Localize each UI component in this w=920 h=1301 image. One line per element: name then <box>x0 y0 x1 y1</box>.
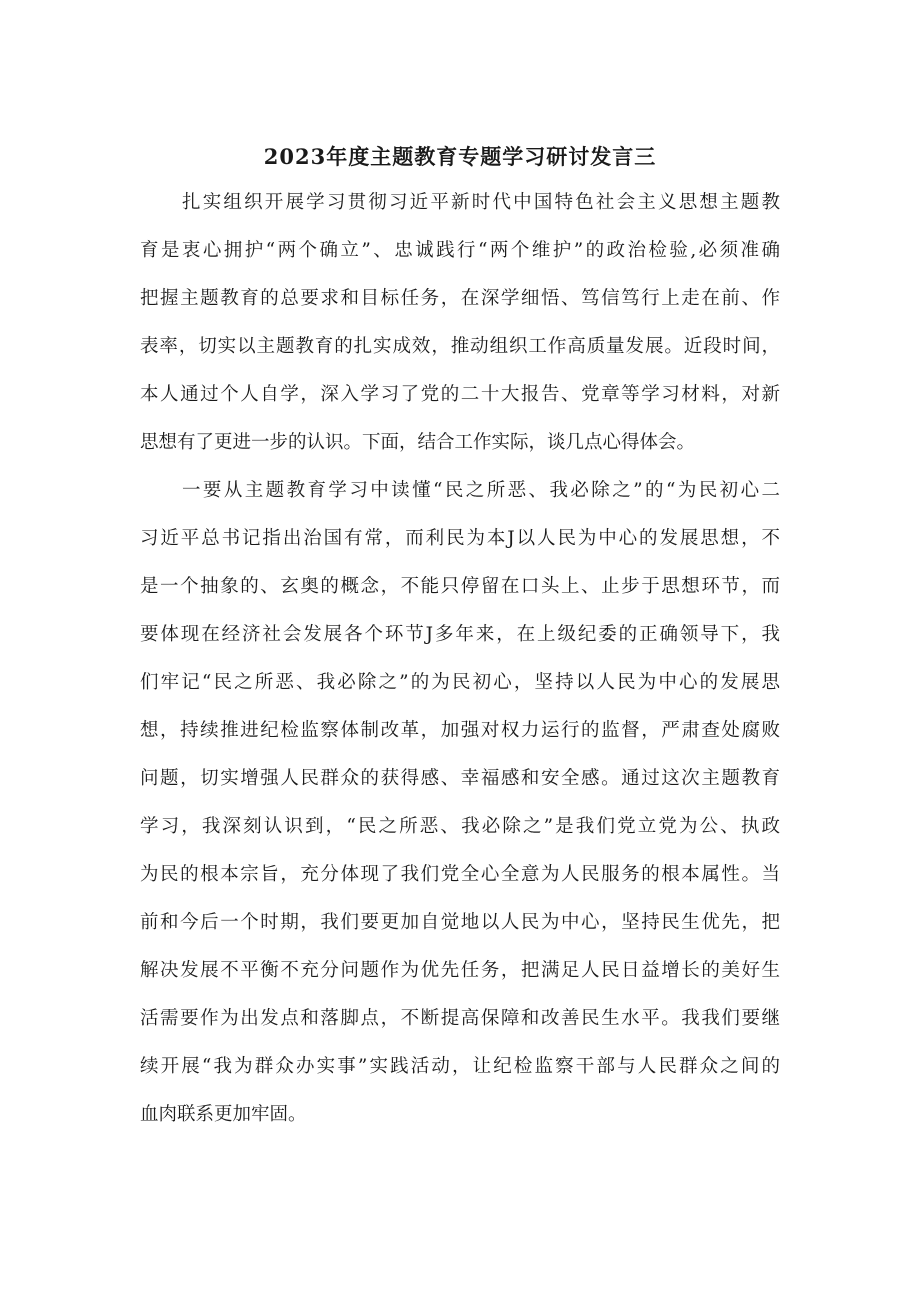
text-line: 要体现在经济社会发展各个环节J多年来，在上级纪委的正确领导下，我 <box>140 624 780 645</box>
text-line: 问题，切实增强人民群众的获得感、幸福感和安全感。通过这次主题教育 <box>140 768 780 789</box>
text-line: 习近平总书记指出治国有常，而利民为本J以人民为中心的发展思想，不 <box>140 528 780 549</box>
text-line: 续开展“我为群众办实事”实践活动，让纪检监察干部与人民群众之间的 <box>140 1056 780 1077</box>
text-line: 是一个抽象的、玄奥的概念，不能只停留在口头上、止步于思想环节，而 <box>140 576 780 597</box>
text-line: 解决发展不平衡不充分问题作为优先任务，把满足人民日益增长的美好生 <box>140 960 780 981</box>
text-line: 学习，我深刻认识到，“民之所恶、我必除之”是我们党立党为公、执政 <box>140 816 780 837</box>
text-line: 们牢记“民之所恶、我必除之”的为民初心，坚持以人民为中心的发展思 <box>140 672 780 693</box>
text-line: 表率，切实以主题教育的扎实成效，推动组织工作高质量发展。近段时间， <box>140 336 780 357</box>
text-line: 育是衷心拥护“两个确立”、忠诚践行“两个维护”的政治检验,必须准确 <box>140 240 780 261</box>
text-line: 前和今后一个时期，我们要更加自觉地以人民为中心，坚持民生优先，把 <box>140 912 780 933</box>
text-line: 把握主题教育的总要求和目标任务，在深学细悟、笃信笃行上走在前、作 <box>140 288 780 309</box>
document-title: 2023年度主题教育专题学习研讨发言三 <box>263 144 657 169</box>
text-line: 本人通过个人自学，深入学习了党的二十大报告、党章等学习材料，对新 <box>140 384 780 405</box>
text-line: 扎实组织开展学习贯彻习近平新时代中国特色社会主义思想主题教 <box>182 192 780 213</box>
text-line: 血肉联系更加牢固。 <box>140 1104 307 1125</box>
text-line: 活需要作为出发点和落脚点，不断提高保障和改善民生水平。我我们要继 <box>140 1008 780 1029</box>
text-line: 想，持续推进纪检监察体制改革，加强对权力运行的监督，严肃查处腐败 <box>140 720 780 741</box>
text-line: 思想有了更进一步的认识。下面，结合工作实际，谈几点心得体会。 <box>140 432 696 453</box>
text-line: 一要从主题教育学习中读懂“民之所恶、我必除之”的“为民初心二 <box>182 480 780 501</box>
text-line: 为民的根本宗旨，充分体现了我们党全心全意为人民服务的根本属性。当 <box>140 864 780 885</box>
